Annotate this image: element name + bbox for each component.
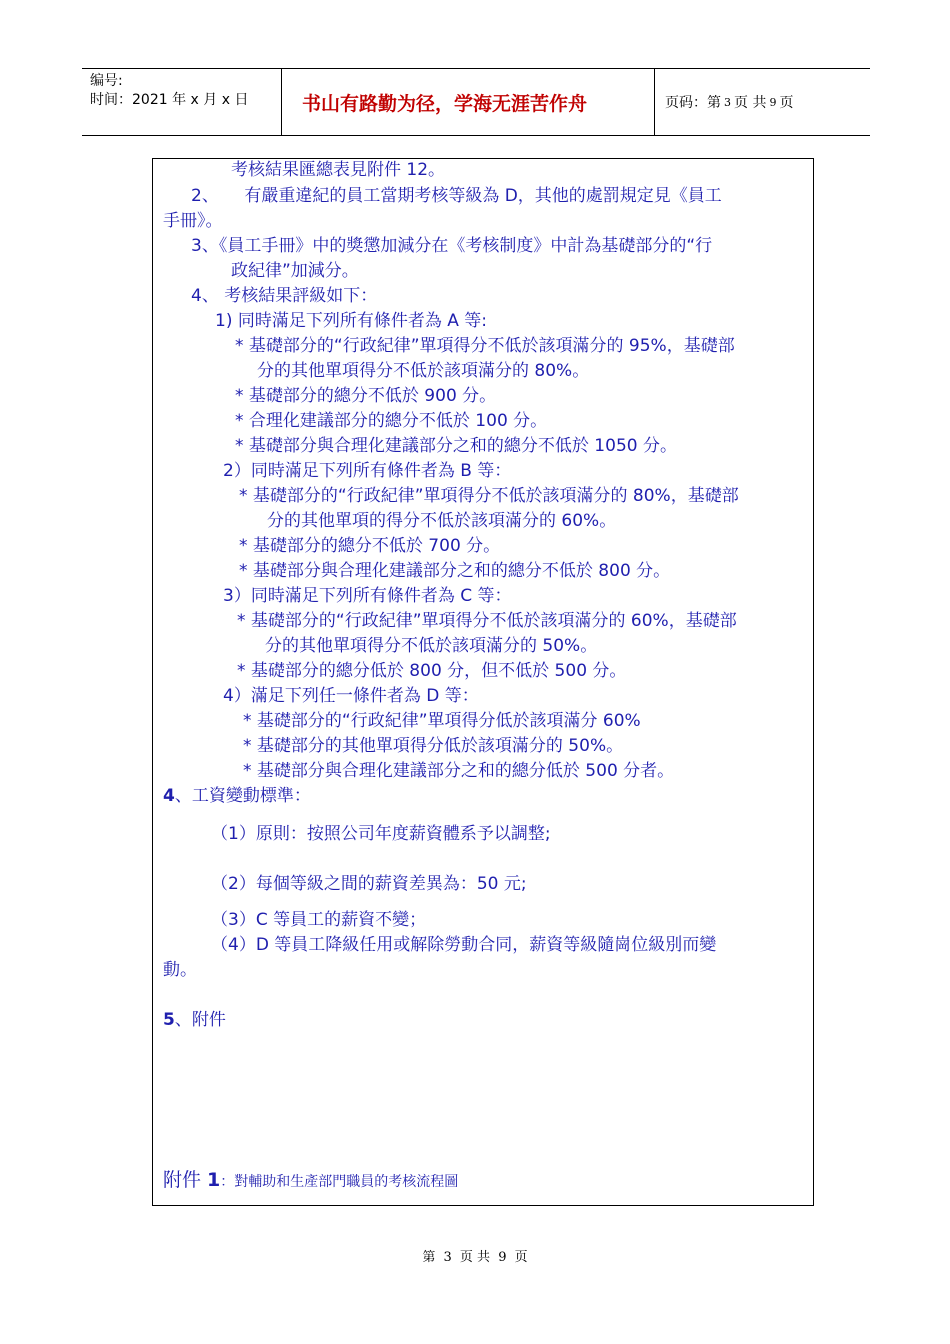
text-line: 4、 考核結果評級如下： [191, 286, 378, 306]
date-label: 时间：2021 年 x 月 x 日 [90, 92, 249, 108]
section-5-number: 5 [163, 1010, 175, 1030]
attachment-1-heading [163, 1169, 458, 1193]
text-line: 2、 有嚴重違紀的員工當期考核等級為 D，其他的處罰規定見《員工 [191, 186, 722, 206]
text-line: （3）C 等員工的薪資不變； [211, 910, 427, 930]
header-info [82, 69, 282, 135]
text-line: 2）同時滿足下列所有條件者為 B 等： [223, 461, 512, 481]
page-header [82, 68, 870, 136]
text-line: 動。 [163, 960, 197, 980]
text-line: 手冊》。 [163, 211, 223, 231]
footer-current: 3 [443, 1250, 452, 1265]
text-line: * 基礎部分的“行政紀律”單項得分低於該項滿分 60% [243, 711, 641, 731]
footer-prefix: 第 [422, 1250, 436, 1265]
content-frame [152, 158, 814, 1206]
page-suffix: 页 [779, 95, 794, 111]
attachment-label: 附件 [163, 1169, 208, 1191]
text-line: * 基礎部分的總分不低於 700 分。 [239, 536, 501, 556]
text-line: 4）滿足下列任一條件者為 D 等： [223, 686, 479, 706]
text-line: * 基礎部分的總分低於 800 分，但不低於 500 分。 [237, 661, 627, 681]
page-current: 3 [724, 95, 731, 109]
code-label: 编号: [90, 73, 123, 89]
text-line: * 基礎部分的總分不低於 900 分。 [235, 386, 497, 406]
header-page-number [655, 69, 870, 135]
section-4-title: 、工資變動標準： [174, 786, 311, 806]
attachment-description: ：對輔助和生產部門職員的考核流程圖 [220, 1174, 459, 1190]
section-4-heading [163, 785, 311, 807]
text-line: （1）原則：按照公司年度薪資體系予以調整; [211, 824, 551, 844]
page-mid: 页 共 [734, 95, 767, 111]
text-line: * 基礎部分與合理化建議部分之和的總分不低於 800 分。 [239, 561, 671, 581]
text-line: 1) 同時滿足下列所有條件者為 A 等: [215, 311, 488, 331]
page-total: 9 [769, 95, 777, 109]
page-prefix: 页码：第 [665, 95, 721, 111]
attachment-number: 1 [207, 1169, 221, 1191]
footer-total: 9 [498, 1250, 507, 1265]
text-line: （4）D 等員工降級任用或解除勞動合同，薪資等級隨崗位級別而變 [211, 935, 717, 955]
section-5-heading [163, 1009, 226, 1031]
text-line: 分的其他單項得分不低於該項滿分的 80%。 [257, 361, 590, 381]
text-line: * 基礎部分的其他單項得分低於該項滿分的 50%。 [243, 736, 624, 756]
section-4-number: 4 [163, 786, 175, 806]
text-line: 3）同時滿足下列所有條件者為 C 等： [223, 586, 512, 606]
text-line: 分的其他單項得分不低於該項滿分的 50%。 [265, 636, 598, 656]
footer-suffix: 页 [514, 1250, 528, 1265]
text-line: 分的其他單項的得分不低於該項滿分的 60%。 [267, 511, 617, 531]
text-line: 政紀律”加減分。 [231, 261, 359, 281]
text-line: * 基礎部分的“行政紀律”單項得分不低於該項滿分的 95%，基礎部 [235, 336, 735, 356]
text-line: 考核結果匯總表見附件 12。 [231, 160, 446, 180]
header-slogan: 书山有路勤为径，学海无涯苦作舟 [282, 69, 655, 135]
text-line: * 基礎部分的“行政紀律”單項得分不低於該項滿分的 80%，基礎部 [239, 486, 739, 506]
page-footer [0, 1246, 950, 1265]
text-line: * 基礎部分與合理化建議部分之和的總分不低於 1050 分。 [235, 436, 677, 456]
text-line: * 基礎部分的“行政紀律”單項得分不低於該項滿分的 60%，基礎部 [237, 611, 737, 631]
text-line: * 基礎部分與合理化建議部分之和的總分低於 500 分者。 [243, 761, 675, 781]
text-line: * 合理化建議部分的總分不低於 100 分。 [235, 411, 548, 431]
text-line: （2）每個等級之間的薪資差異為：50 元; [211, 874, 527, 894]
section-5-title: 、附件 [174, 1010, 226, 1030]
footer-mid: 页 共 [459, 1250, 491, 1265]
text-line: 3、《員工手冊》中的獎懲加減分在《考核制度》中計為基礎部分的“行 [191, 236, 713, 256]
